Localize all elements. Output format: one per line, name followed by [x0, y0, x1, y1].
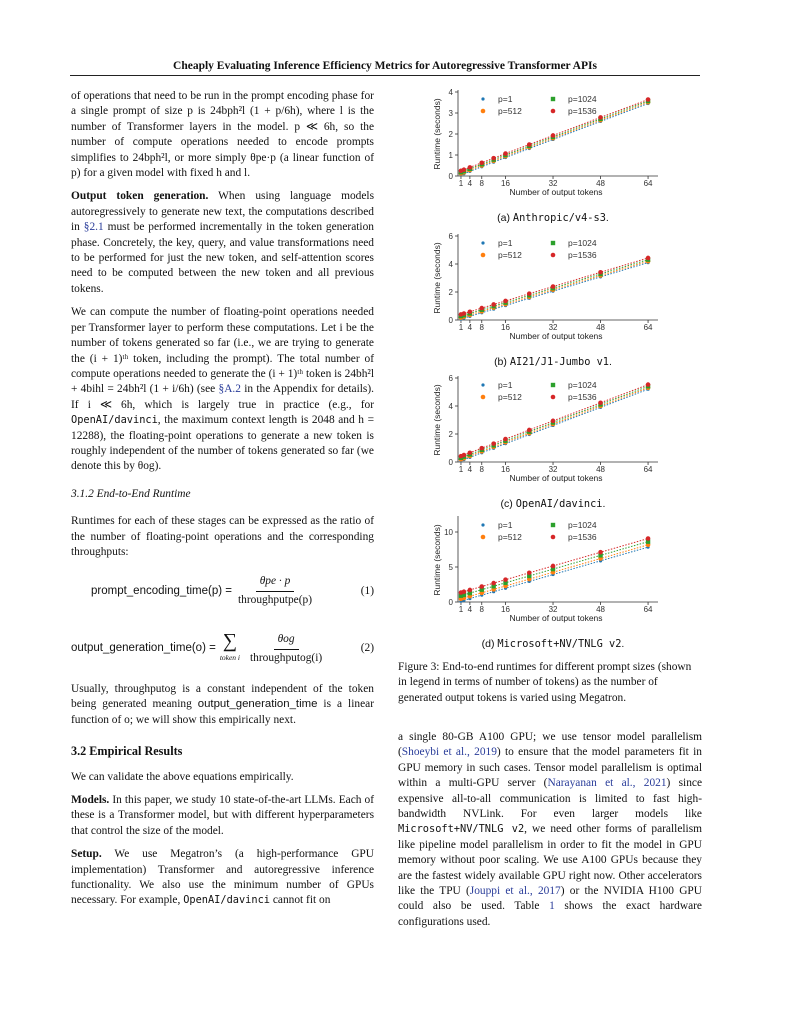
data-point [646, 256, 651, 261]
y-tick-label: 6 [448, 374, 453, 383]
data-point [527, 142, 532, 147]
legend-marker [551, 97, 555, 101]
y-tick-label: 6 [448, 232, 453, 241]
subfigure-caption [428, 638, 678, 650]
numerator: θog [274, 632, 299, 649]
y-tick-label: 5 [448, 563, 453, 572]
y-tick-label: 2 [448, 130, 453, 139]
y-tick-label: 0 [448, 458, 453, 467]
table-link[interactable]: 1 [549, 900, 555, 913]
text: We use Megatron’s (a high-performance GPU implementation) Transformer and autoregressive inference functionality. We also use the minimum number of GPUs necessary. For example, [71, 848, 374, 907]
legend-label: p=1536 [568, 250, 597, 260]
data-point [598, 400, 603, 405]
x-tick-label: 1 [458, 323, 464, 332]
paragraph-validate: We can validate the above equations empirically. [71, 770, 294, 783]
x-tick-label: 4 [467, 323, 473, 332]
paragraph-setup-continued [398, 730, 702, 930]
legend-marker [481, 523, 484, 526]
data-point [551, 564, 556, 569]
y-tick-label: 4 [448, 88, 453, 97]
y-tick-label: 4 [448, 260, 453, 269]
legend-marker [551, 395, 556, 400]
data-point [479, 160, 484, 165]
numerator: θpe · p [256, 574, 295, 591]
summation-index: token i [219, 653, 241, 663]
data-point [551, 133, 556, 138]
text-line: where l is the number of Transformer layers in the model. [71, 105, 375, 133]
equation-number: (1) [360, 584, 374, 597]
legend-marker [481, 383, 484, 386]
x-axis-label: Number of output tokens [509, 187, 603, 197]
x-tick-label: 1 [458, 465, 464, 474]
legend-marker [481, 395, 486, 400]
legend-label: p=1536 [568, 532, 597, 542]
x-axis-label: Number of output tokens [509, 331, 603, 341]
text: a single 80-GB A100 GPU; we use tensor model parallelism ( [398, 731, 702, 759]
legend-label: p=512 [498, 532, 522, 542]
x-tick-label: 8 [479, 179, 484, 188]
paragraph-output-token-generation [71, 189, 374, 297]
text-line: encode prompts simplifies to 24bph²l, or more simply θpe·p [71, 136, 374, 164]
data-point [551, 419, 556, 424]
legend-label: p=1 [498, 520, 513, 530]
x-tick-label: 8 [479, 465, 484, 474]
x-axis-label: Number of output tokens [509, 613, 603, 623]
y-tick-label: 10 [444, 528, 453, 537]
legend-marker [481, 535, 486, 540]
denominator: throughputpe(p) [237, 593, 312, 606]
citation-link[interactable]: Shoeybi et al., 2019 [401, 746, 497, 759]
legend-marker [481, 109, 486, 114]
x-tick-label: 16 [501, 323, 510, 332]
subfigure-label: (a) [497, 212, 513, 224]
x-tick-label: 4 [467, 179, 473, 188]
text: must be performed incrementally in the token generation phase. Concretely, the key, query, and value transformations need to be performed for just the new token, and self-attention scores need to be computed between the new token and all previous tokens. [71, 221, 374, 295]
y-tick-label: 4 [448, 402, 453, 411]
paragraph-prompt-encoding [71, 89, 374, 181]
text: When using language models autoregressively to generate new text, the computations described in [71, 190, 374, 234]
data-point [551, 284, 556, 289]
paragraph-setup [71, 847, 374, 909]
header-rule [70, 75, 700, 76]
data-point [462, 453, 467, 458]
x-tick-label: 48 [596, 323, 605, 332]
data-point [503, 151, 508, 156]
data-point [462, 311, 467, 316]
punctuation: . [609, 356, 612, 368]
data-point [479, 306, 484, 311]
text: We can compute the number of floating-point operations needed per Transformer layer to perform these computations. Let i be the number of tokens generated so far (i.e., we are trying to generate the (i + 1)ᵗʰ token, including the prompt). The total number of compute operations needed to generate the (i + 1)ᵗʰ token is 24bh²l + 4bihl = 24bh²l (1 + i/6h) (see [71, 306, 374, 396]
x-tick-label: 16 [501, 605, 510, 614]
citation-link[interactable]: Jouppi et al., 2017 [469, 885, 561, 898]
y-tick-label: 2 [448, 288, 453, 297]
model-name: Microsoft+NV/TNLG v2 [497, 638, 622, 650]
fraction [238, 574, 312, 608]
y-tick-label: 0 [448, 598, 453, 607]
subfigure-label: (d) [481, 638, 498, 650]
legend-label: p=512 [498, 106, 522, 116]
text: in the Appendix for details). If i ≪ 6h, which is largely true in practice (e.g., for [71, 383, 375, 411]
x-tick-label: 48 [596, 465, 605, 474]
run-in-heading: Output token generation. [71, 190, 209, 203]
text-line: p ≪ 6h, so the number of compute operations needed to [71, 120, 374, 149]
paragraph-models [71, 793, 374, 839]
data-point [598, 115, 603, 120]
data-point [468, 450, 473, 455]
legend-marker [551, 109, 556, 114]
run-in-heading: Models. [71, 794, 110, 807]
text: is a linear function of o; we will show this empirically next. [71, 698, 374, 726]
x-tick-label: 4 [467, 465, 473, 474]
text: , we need other forms of parallelism like pipeline model parallelism in order to fit the model in GPU memory without poor scaling. We use A100 GPUs because they are the fastest widely available GPU right now. Other accelerators like the TPU ( [398, 823, 702, 898]
function-name: output_generation_time [197, 698, 318, 711]
paragraph-runtimes: Runtimes for each of these stages can be expressed as the ratio of the number of floating-point operations and the corresponding throughputs: [71, 515, 374, 558]
legend-marker [551, 383, 555, 387]
text: In this paper, we study 10 state-of-the-art LLMs. Each of these is a Transformer model, but with different hyperparameters that control the size of the model. [71, 794, 374, 837]
x-tick-label: 4 [467, 605, 473, 614]
data-point [527, 571, 532, 576]
legend-label: p=1 [498, 94, 513, 104]
x-tick-label: 48 [596, 605, 605, 614]
chart-panel-b [428, 230, 678, 368]
model-name: OpenAI/davinci [71, 414, 158, 427]
x-tick-label: 1 [458, 179, 464, 188]
legend-marker [551, 535, 556, 540]
section-link[interactable]: §2.1 [83, 221, 104, 234]
data-point [468, 309, 473, 314]
denominator: throughputog(i) [250, 651, 323, 664]
legend-marker [551, 241, 555, 245]
subfigure-label: (b) [494, 356, 510, 368]
equation-lhs: output_generation_time(o) = [71, 642, 216, 655]
legend-label: p=1536 [568, 106, 597, 116]
legend-label: p=1 [498, 238, 513, 248]
legend-label: p=1024 [568, 520, 597, 530]
x-tick-label: 64 [643, 179, 653, 188]
chart-panel-c [428, 372, 678, 510]
model-name: OpenAI/davinci [515, 498, 603, 510]
data-point [503, 299, 508, 304]
right-column [398, 730, 702, 938]
data-point [491, 156, 496, 161]
subfigure-label: (c) [500, 498, 516, 510]
legend-label: p=1536 [568, 392, 597, 402]
legend-label: p=512 [498, 392, 522, 402]
y-tick-label: 0 [448, 316, 453, 325]
x-tick-label: 64 [643, 323, 653, 332]
text: shows the exact hardware configurations used. [398, 900, 702, 928]
y-tick-label: 0 [448, 172, 453, 181]
y-axis-label: Runtime (seconds) [432, 384, 442, 456]
x-tick-label: 32 [548, 605, 558, 614]
x-tick-label: 16 [501, 465, 510, 474]
y-tick-label: 1 [448, 151, 453, 160]
data-point [468, 165, 473, 170]
x-tick-label: 16 [501, 179, 510, 188]
text: ) to ensure that the model parameters fit in GPU memory in such cases. Tensor model parallelism is optimal within a multi-GPU server ( [398, 746, 702, 790]
text-line: of operations that need to be run in the prompt encoding [71, 90, 329, 102]
x-tick-label: 32 [548, 465, 558, 474]
equation-1 [91, 574, 374, 608]
chart-panel-d [428, 512, 678, 650]
text: ) or the NVIDIA H100 GPU could also be used. Table [398, 885, 702, 913]
line-chart [428, 512, 678, 630]
data-point [646, 536, 651, 541]
line-chart [428, 372, 678, 490]
x-tick-label: 64 [643, 465, 653, 474]
data-point [527, 291, 532, 296]
punctuation: . [621, 638, 625, 650]
legend-label: p=1024 [568, 94, 597, 104]
legend-label: p=1024 [568, 238, 597, 248]
appendix-link[interactable]: §A.2 [218, 383, 241, 396]
line-chart [428, 86, 678, 204]
legend-marker [481, 253, 486, 258]
punctuation: . [602, 498, 606, 510]
x-tick-label: 8 [479, 605, 484, 614]
legend-label: p=512 [498, 250, 522, 260]
run-in-heading: Setup. [71, 848, 102, 861]
text: cannot fit on [269, 894, 331, 907]
legend-marker [481, 241, 484, 244]
y-tick-label: 3 [448, 109, 453, 118]
section-heading: 3.2 Empirical Results [71, 744, 183, 759]
subfigure-caption [428, 356, 678, 368]
chart-panel-a [428, 86, 678, 224]
punctuation: . [605, 212, 609, 224]
model-name: Anthropic/v4-s3 [512, 212, 606, 224]
text: , the maximum context length is 2048 and h = 12288), the floating-point operations to generate a new token is roughly independent of the number of tokens generated so far (we denote this by θog). [71, 414, 374, 473]
y-tick-label: 2 [448, 430, 453, 439]
data-point [468, 588, 473, 593]
paragraph-flops [71, 305, 374, 474]
data-point [598, 550, 603, 555]
legend-marker [551, 253, 556, 258]
data-point [646, 382, 651, 387]
text: ) since expensive all-to-all communication is limited to fast high-bandwidth NVLink. For even larger models like [398, 777, 702, 821]
x-tick-label: 8 [479, 323, 484, 332]
text: Usually, throughputog is a constant independent of the token being generated meaning [71, 683, 374, 711]
running-header: Cheaply Evaluating Inference Efficiency Metrics for Autoregressive Transformer APIs [173, 60, 597, 72]
legend-label: p=1 [498, 380, 513, 390]
line-chart [428, 230, 678, 348]
x-tick-label: 48 [596, 179, 605, 188]
x-tick-label: 32 [548, 323, 558, 332]
data-point [479, 584, 484, 589]
data-point [491, 441, 496, 446]
subfigure-caption [428, 212, 678, 224]
legend-marker [551, 523, 555, 527]
subfigure-caption [428, 498, 678, 510]
y-axis-label: Runtime (seconds) [432, 98, 442, 170]
data-point [503, 437, 508, 442]
text-line: phase for a single prompt of size p is 24bph²l (1 + p/6h), [71, 90, 374, 118]
fraction [250, 632, 322, 666]
data-point [491, 581, 496, 586]
data-point [646, 97, 651, 102]
x-axis-label: Number of output tokens [509, 473, 603, 483]
sigma-symbol: ∑ [222, 630, 238, 653]
x-tick-label: 32 [548, 179, 558, 188]
model-name: OpenAI/davinci [183, 894, 270, 907]
figure-caption: Figure 3: End-to-end runtimes for different prompt sizes (shown in legend in terms of number of tokens) as the number of generated output tokens is varied using Megatron. [398, 661, 692, 704]
text-line: (a linear function of p) for a given model with fixed h and l. [71, 151, 374, 180]
model-name: AI21/J1-Jumbo v1 [509, 356, 610, 368]
paragraph-throughput [71, 682, 374, 728]
x-tick-label: 1 [458, 605, 464, 614]
model-name: Microsoft+NV/TNLG v2 [398, 823, 525, 836]
legend-label: p=1024 [568, 380, 597, 390]
equation-lhs: prompt_encoding_time(p) = [91, 584, 232, 597]
summation [220, 632, 240, 665]
y-axis-label: Runtime (seconds) [432, 242, 442, 314]
data-point [462, 589, 467, 594]
equation-2 [71, 632, 374, 666]
data-point [503, 577, 508, 582]
x-tick-label: 64 [643, 605, 653, 614]
citation-link[interactable]: Narayanan et al., 2021 [547, 777, 667, 790]
data-point [527, 428, 532, 433]
data-point [491, 302, 496, 307]
y-axis-label: Runtime (seconds) [432, 524, 442, 596]
legend-marker [481, 97, 484, 100]
data-point [598, 270, 603, 275]
subsection-heading: 3.1.2 End-to-End Runtime [71, 487, 191, 500]
left-column [71, 89, 374, 917]
data-point [479, 446, 484, 451]
equation-number: (2) [360, 642, 374, 655]
data-point [462, 167, 467, 172]
